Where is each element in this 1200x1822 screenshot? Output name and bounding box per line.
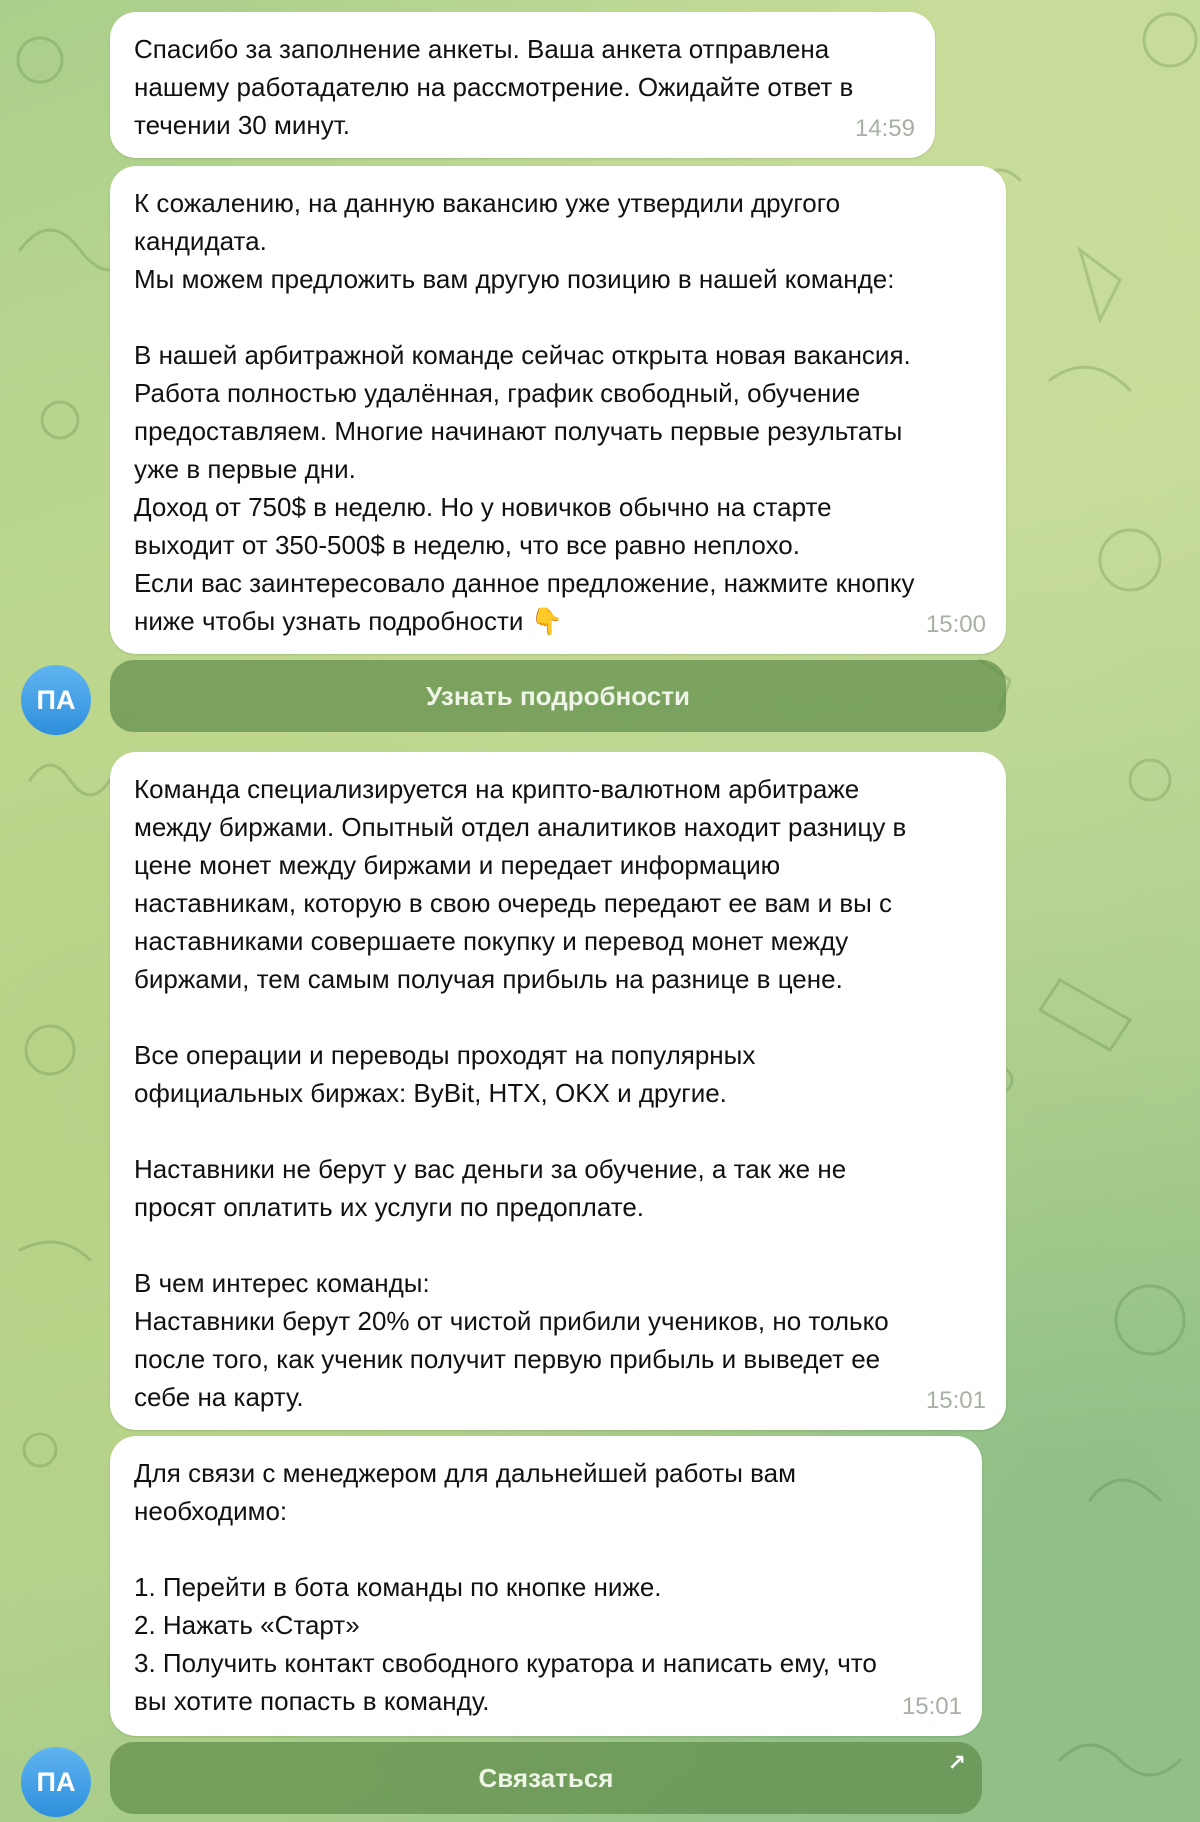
learn-more-button[interactable]: [110, 660, 1006, 732]
message-bubble: [110, 12, 935, 158]
learn-more-button-label: Узнать подробности: [426, 680, 690, 711]
message-bubble: [110, 752, 1006, 1430]
message-text: Команда специализируется на крипто-валютном арбитраже между биржами. Опытный отдел аналитиков находит разницу в цене монет между биржами и передает информацию наставникам, которую в свою очередь передают ее вам и вы с наставниками совершаете покупку и перевод монет между биржами, тем самым получая прибыль на разнице в цене. Все операции и переводы проходят на популярных официальных биржах: ByBit, HTX, OKX и другие. Наставники не берут у вас деньги за обучение, а так же не просят оплатить их услуги по предоплате. В чем интерес команды: Наставники берут 20% от чистой прибили учеников, но только после того, как ученик получит первую прибыль и выведет ее себе на карту.: [134, 774, 907, 1412]
avatar-initials: ПА: [36, 1766, 76, 1797]
external-link-arrow-icon: ↗: [947, 1750, 966, 1775]
avatar[interactable]: [21, 1747, 91, 1817]
message-text: Для связи с менеджером для дальнейшей работы вам необходимо: 1. Перейти в бота команды по кнопке ниже. 2. Нажать «Старт» 3. Получить контакт свободного куратора и написать ему, что вы хотите попасть в команду.: [134, 1458, 877, 1716]
contact-button-label: Связаться: [478, 1762, 614, 1793]
contact-button[interactable]: [110, 1742, 982, 1814]
message-bubble: [110, 166, 1006, 654]
message-timestamp: 15:00: [925, 611, 986, 638]
message-text: К сожалению, на данную вакансию уже утвердили другого кандидата. Мы можем предложить вам другую позицию в нашей команде: В нашей арбитражной команде сейчас открыта новая вакансия. Работа полностью удалённая, график свободный, обучение предоставляем. Многие начинают получать первые результаты уже в первые дни. Доход от 750$ в неделю. Но у новичков обычно на старте выходит от 350-500$ в неделю, что все равно неплохо. Если вас заинтересовало данное предложение, нажмите кнопку ниже чтобы узнать подробности 👇: [134, 188, 915, 636]
message-bubble: [110, 1436, 982, 1736]
message-timestamp: 14:59: [854, 115, 915, 142]
message-text: Спасибо за заполнение анкеты. Ваша анкета отправлена нашему работадателю на рассмотрение. Ожидайте ответ в течении 30 минут.: [134, 34, 854, 140]
message-timestamp: 15:01: [901, 1693, 962, 1720]
message-timestamp: 15:01: [925, 1387, 986, 1414]
avatar-initials: ПА: [36, 684, 76, 715]
avatar[interactable]: [21, 665, 91, 735]
